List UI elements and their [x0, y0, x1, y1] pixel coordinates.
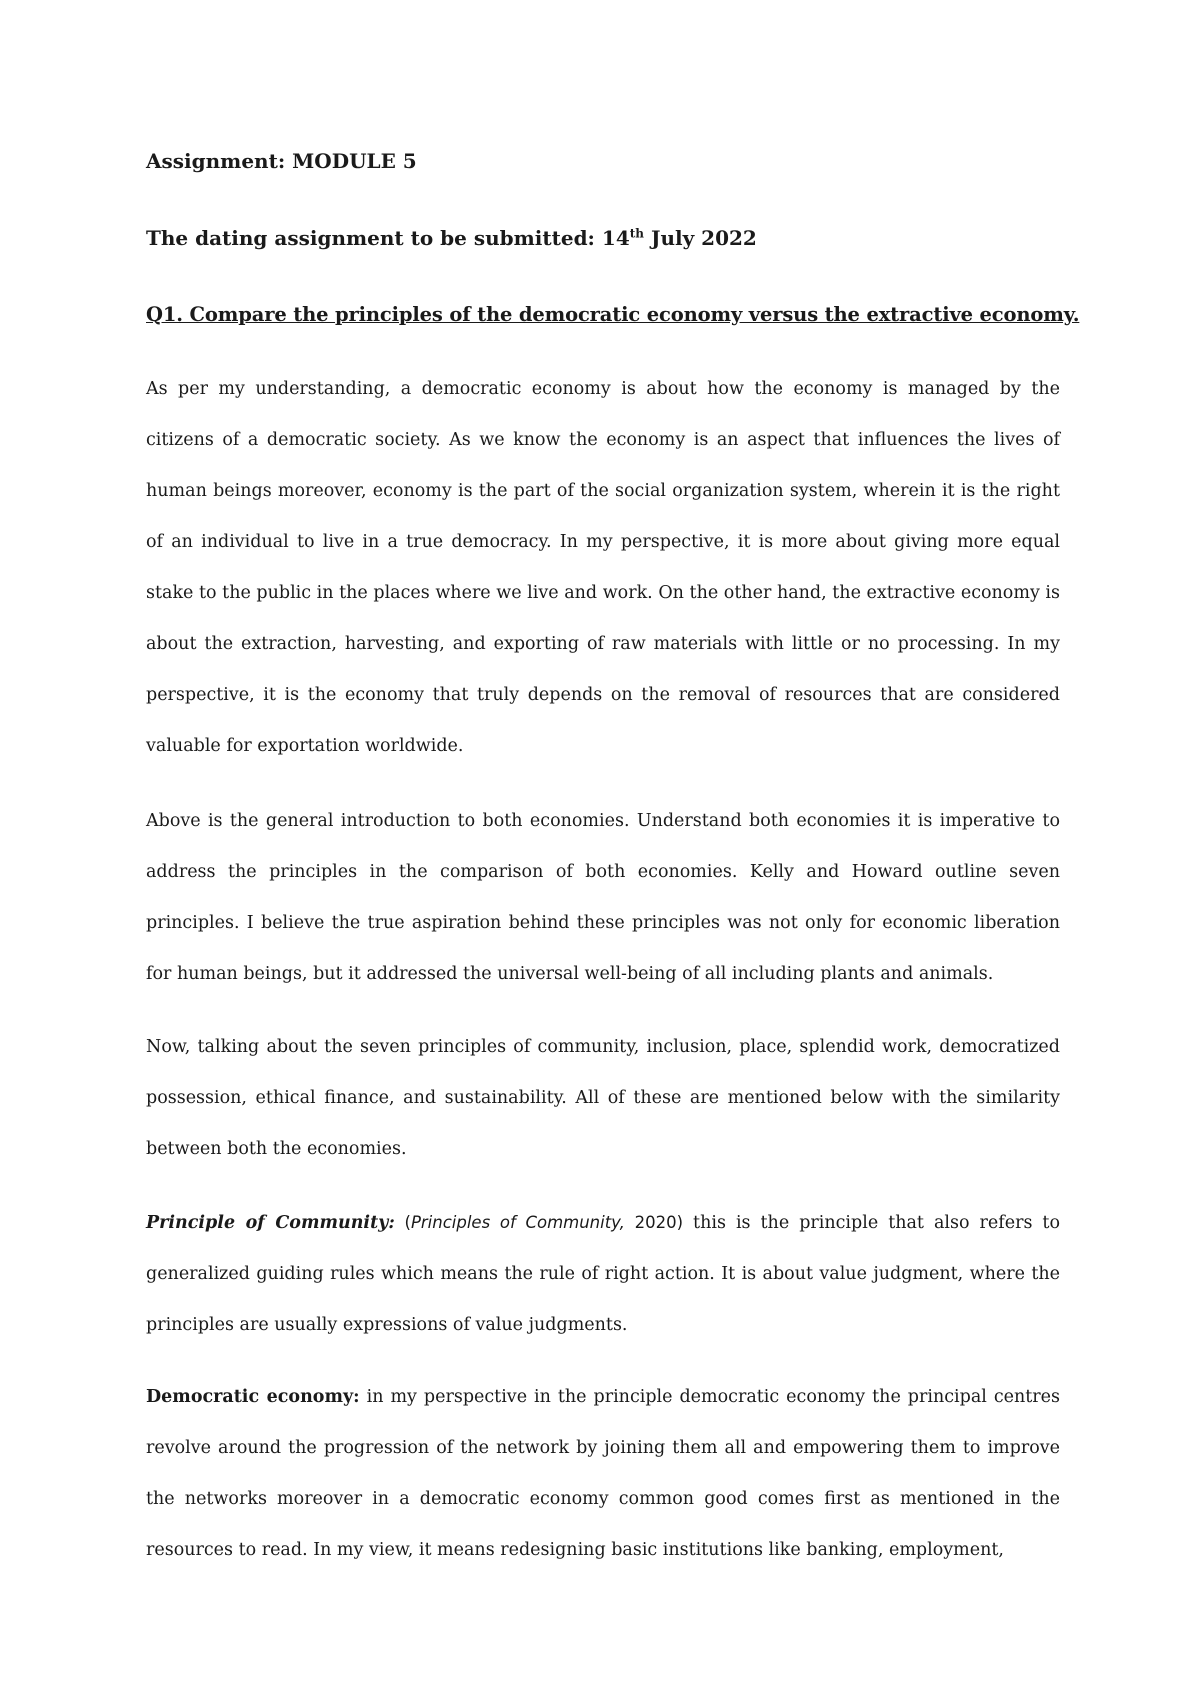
assignment-title: Assignment: MODULE 5: [146, 149, 417, 173]
question-heading: Q1. Compare the principles of the democratic economy versus the extractive economy.: [146, 303, 1080, 326]
democratic-label: Democratic economy:: [146, 1387, 360, 1407]
due-date-prefix: The dating assignment to be submitted: 14: [146, 226, 630, 250]
principle-community-paragraph: [146, 1197, 1060, 1351]
due-date-line: [146, 224, 757, 252]
principle-text: this is the principle that also refers to generalized guiding rules which means the rule of right action. It is about value judgment, where the principles are usually expressions of value judgments.: [146, 1213, 1060, 1335]
seven-principles-paragraph: Now, talking about the seven principles of community, inclusion, place, splendid work, democratized possession, ethical finance, and sustainability. All of these are mentioned below with the similarity between both the economies.: [146, 1037, 1060, 1159]
citation-title: Principles of Community,: [410, 1213, 625, 1232]
due-date-suffix: July 2022: [644, 226, 757, 250]
democratic-text: in my perspective in the principle democratic economy the principal centres revolve around the progression of the network by joining them all and empowering them to improve the networks moreover in a democratic economy common good comes first as mentioned in the resources to read. In my view, it means redesigning basic institutions like banking, employment,: [146, 1387, 1060, 1560]
citation-year: 2020): [624, 1213, 684, 1232]
due-date-ordinal: th: [629, 226, 645, 241]
principle-label: Principle of Community:: [146, 1213, 395, 1233]
democratic-economy-paragraph: [146, 1372, 1060, 1672]
citation-open: (: [394, 1213, 411, 1232]
intro-paragraph: As per my understanding, a democratic economy is about how the economy is managed by the citizens of a democratic society. As we know the economy is an aspect that influences the lives of human beings moreover, economy is the part of the social organization system, wherein it is the right of an individual to live in a true democracy. In my perspective, it is more about giving more equal stake to the public in the places where we live and work. On the other hand, the extractive economy is about the extraction, harvesting, and exporting of raw materials with little or no processing. In my perspective, it is the economy that truly depends on the removal of resources that are considered valuable for exportation worldwide.: [146, 379, 1060, 756]
principles-intro-paragraph: Above is the general introduction to both economies. Understand both economies it is imperative to address the principles in the comparison of both economies. Kelly and Howard outline seven principles. I believe the true aspiration behind these principles was not only for economic liberation for human beings, but it addressed the universal well-being of all including plants and animals.: [146, 811, 1060, 984]
